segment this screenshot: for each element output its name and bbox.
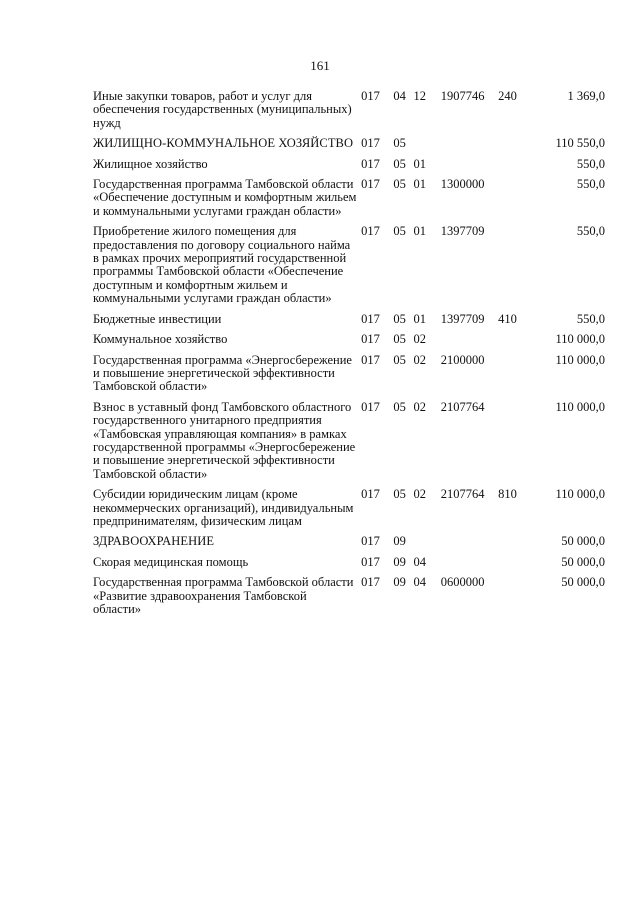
row-code: 017 bbox=[361, 352, 380, 367]
row-name: Коммунальное хозяйство bbox=[93, 332, 228, 347]
row-sum: 110 000,0 bbox=[555, 352, 605, 367]
table-row bbox=[93, 401, 605, 488]
row-code: 017 bbox=[361, 224, 380, 239]
row-section: 05 bbox=[393, 399, 406, 414]
row-article: 1397709 bbox=[440, 224, 485, 239]
row-code: 017 bbox=[361, 487, 380, 502]
row-code: 017 bbox=[361, 311, 380, 326]
row-section: 05 bbox=[393, 332, 406, 347]
table-row bbox=[93, 333, 605, 353]
row-code: 017 bbox=[361, 136, 380, 151]
row-name: Субсидии юридическим лицам (кроме некоммерческих организаций), индивидуальным предпринимателям, физическим лицам bbox=[93, 487, 354, 528]
row-name: Государственная программа Тамбовской области «Обеспечение доступным и комфортным жильем и коммунальными услугами граждан области» bbox=[93, 177, 357, 218]
row-subsection: 02 bbox=[413, 352, 426, 367]
table-row bbox=[93, 556, 605, 576]
row-name: Государственная программа «Энергосбережение и повышение энергетической эффективности Тамбовской области» bbox=[93, 352, 352, 394]
row-code: 017 bbox=[361, 554, 380, 569]
table-row bbox=[93, 488, 605, 535]
row-section: 05 bbox=[393, 136, 406, 151]
page-number: 161 bbox=[310, 58, 330, 73]
row-sum: 1 369,0 bbox=[567, 89, 605, 103]
row-sum: 550,0 bbox=[576, 311, 605, 326]
row-section: 09 bbox=[393, 534, 406, 549]
row-subsection: 02 bbox=[413, 487, 426, 502]
row-code: 017 bbox=[361, 177, 380, 192]
row-article: 2107764 bbox=[440, 399, 485, 414]
row-section: 05 bbox=[393, 156, 406, 171]
row-section: 05 bbox=[393, 352, 406, 367]
row-code: 017 bbox=[361, 399, 380, 414]
row-subsection: 04 bbox=[413, 575, 426, 590]
row-type bbox=[498, 178, 539, 225]
row-code: 017 bbox=[361, 89, 380, 103]
row-subsection: 12 bbox=[413, 89, 426, 103]
row-name: Приобретение жилого помещения для предоставления по договору социального найма в рамках прочих мероприятий государственной программы Тамбовской области «Обеспечение доступным и комфортным жильем и коммунальными услугами граждан области» bbox=[93, 224, 351, 306]
row-type bbox=[498, 401, 539, 488]
table-row bbox=[93, 354, 605, 401]
row-code: 017 bbox=[361, 534, 380, 549]
row-section: 04 bbox=[393, 89, 406, 103]
row-article bbox=[441, 158, 498, 178]
row-sum: 110 550,0 bbox=[555, 136, 605, 151]
table-row bbox=[93, 313, 605, 333]
row-section: 05 bbox=[393, 487, 406, 502]
row-name: Взнос в уставный фонд Тамбовского областного государственного унитарного предприятия «Тамбовская управляющая компания» в рамках государственной программы «Энергосбережение и повышение энергетической эффективности Тамбовской области» bbox=[93, 399, 356, 481]
row-type bbox=[498, 556, 539, 576]
row-name: Иные закупки товаров, работ и услуг для обеспечения государственных (муниципальных) нужд bbox=[93, 89, 352, 130]
row-article: 1907746 bbox=[440, 89, 485, 103]
row-subsection: 01 bbox=[413, 224, 426, 239]
row-subsection: 04 bbox=[413, 554, 426, 569]
row-subsection: 01 bbox=[413, 177, 426, 192]
row-article: 2107764 bbox=[440, 487, 485, 502]
row-subsection bbox=[414, 535, 441, 555]
row-sum: 550,0 bbox=[576, 224, 605, 239]
row-name: Скорая медицинская помощь bbox=[93, 554, 249, 569]
row-subsection bbox=[414, 137, 441, 157]
row-section: 05 bbox=[393, 224, 406, 239]
row-type: 240 bbox=[498, 89, 517, 103]
row-sum: 50 000,0 bbox=[561, 554, 605, 569]
row-subsection: 01 bbox=[413, 311, 426, 326]
row-type bbox=[498, 225, 539, 312]
row-section: 05 bbox=[393, 311, 406, 326]
row-subsection: 02 bbox=[413, 332, 426, 347]
row-name: Бюджетные инвестиции bbox=[93, 311, 222, 326]
row-name: ЖИЛИЩНО-КОММУНАЛЬНОЕ ХОЗЯЙСТВО bbox=[93, 136, 354, 151]
row-code: 017 bbox=[361, 575, 380, 590]
row-subsection: 01 bbox=[413, 156, 426, 171]
row-type bbox=[498, 535, 539, 555]
row-article bbox=[441, 333, 498, 353]
row-section: 09 bbox=[393, 575, 406, 590]
row-sum: 110 000,0 bbox=[555, 399, 605, 414]
table-row bbox=[93, 535, 605, 555]
row-type: 810 bbox=[498, 487, 517, 502]
row-article bbox=[441, 535, 498, 555]
row-section: 05 bbox=[393, 177, 406, 192]
row-sum: 110 000,0 bbox=[555, 332, 605, 347]
row-sum: 550,0 bbox=[576, 156, 605, 171]
row-sum: 50 000,0 bbox=[561, 534, 605, 549]
table-row bbox=[93, 158, 605, 178]
row-type bbox=[498, 333, 539, 353]
row-article: 1397709 bbox=[440, 311, 485, 326]
table-row bbox=[93, 576, 605, 623]
row-type bbox=[498, 158, 539, 178]
row-article: 2100000 bbox=[440, 352, 485, 367]
row-section: 09 bbox=[393, 554, 406, 569]
row-type bbox=[498, 137, 539, 157]
table-row bbox=[93, 178, 605, 225]
budget-table bbox=[93, 90, 605, 623]
row-code: 017 bbox=[361, 156, 380, 171]
row-article: 0600000 bbox=[440, 575, 485, 590]
row-type bbox=[498, 354, 539, 401]
table-row bbox=[93, 225, 605, 312]
table-row bbox=[93, 137, 605, 157]
row-name: Жилищное хозяйство bbox=[93, 156, 208, 171]
row-sum: 550,0 bbox=[576, 177, 605, 192]
row-name: ЗДРАВООХРАНЕНИЕ bbox=[93, 534, 215, 549]
table-row bbox=[93, 90, 605, 137]
row-code: 017 bbox=[361, 332, 380, 347]
row-type: 410 bbox=[498, 311, 517, 326]
row-type bbox=[498, 576, 539, 623]
row-article bbox=[441, 556, 498, 576]
row-subsection: 02 bbox=[413, 399, 426, 414]
row-name: Государственная программа Тамбовской области «Развитие здравоохранения Тамбовской области» bbox=[93, 575, 354, 616]
row-article: 1300000 bbox=[440, 177, 485, 192]
row-sum: 50 000,0 bbox=[561, 575, 605, 590]
row-sum: 110 000,0 bbox=[555, 487, 605, 502]
row-article bbox=[441, 137, 498, 157]
